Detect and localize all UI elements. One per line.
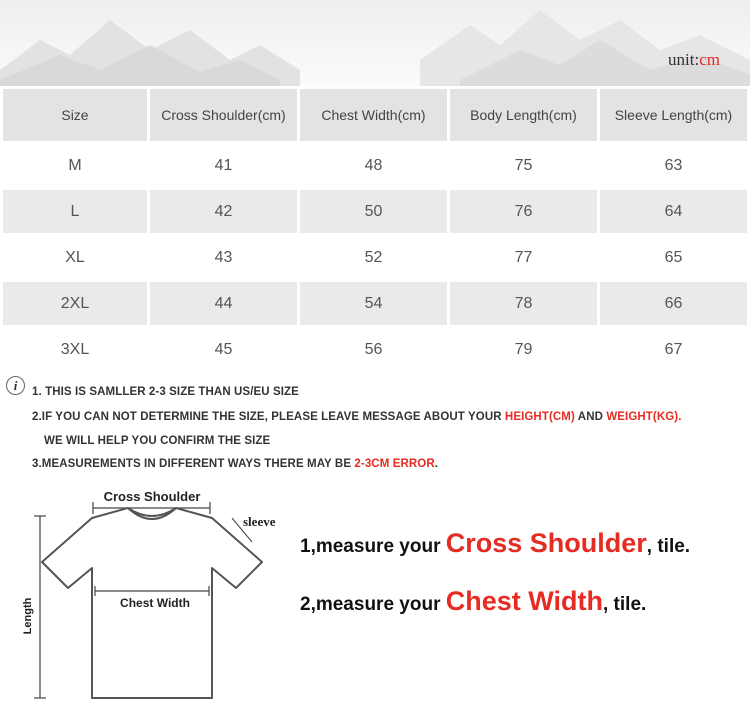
cell-cross-shoulder: 41	[150, 144, 297, 187]
cell-body-length: 78	[450, 282, 597, 325]
cell-cross-shoulder: 44	[150, 282, 297, 325]
length-label: Length	[22, 597, 34, 635]
instruction-2: 2,measure your Chest Width, tile.	[300, 586, 647, 616]
chest-width-label: Chest Width	[120, 596, 190, 610]
header-body-length: Body Length(cm)	[450, 89, 597, 141]
cell-size: M	[3, 144, 147, 187]
table-header-row	[3, 89, 747, 141]
header-banner	[0, 0, 750, 86]
table-row	[3, 236, 747, 279]
cell-sleeve-length: 66	[600, 282, 747, 325]
note-line-1: 1. THIS IS SAMLLER 2-3 SIZE THAN US/EU SIZE	[32, 386, 299, 398]
table-row	[3, 328, 747, 371]
cell-chest-width: 56	[300, 328, 447, 371]
cell-chest-width: 52	[300, 236, 447, 279]
sleeve-label: sleeve	[243, 514, 276, 529]
header-size: Size	[3, 89, 147, 141]
size-table	[0, 86, 750, 374]
length-arrow	[34, 516, 46, 698]
cell-size: 3XL	[3, 328, 147, 371]
cell-size: 2XL	[3, 282, 147, 325]
note-line-3: WE WILL HELP YOU CONFIRM THE SIZE	[44, 435, 271, 447]
info-icon: i	[6, 376, 25, 395]
cell-chest-width: 48	[300, 144, 447, 187]
cell-chest-width: 54	[300, 282, 447, 325]
instruction-1: 1,measure your Cross Shoulder, tile.	[300, 528, 691, 558]
mountain-background	[0, 0, 750, 86]
cell-sleeve-length: 65	[600, 236, 747, 279]
table-row	[3, 144, 747, 187]
cell-sleeve-length: 63	[600, 144, 747, 187]
unit-label: unit:cm	[668, 50, 720, 69]
cell-size: L	[3, 190, 147, 233]
table-row	[3, 282, 747, 325]
cell-body-length: 76	[450, 190, 597, 233]
cell-chest-width: 50	[300, 190, 447, 233]
header-sleeve-length: Sleeve Length(cm)	[600, 89, 747, 141]
cell-sleeve-length: 64	[600, 190, 747, 233]
tshirt-diagram	[0, 480, 300, 719]
header-chest-width: Chest Width(cm)	[300, 89, 447, 141]
note-line-2: 2.IF YOU CAN NOT DETERMINE THE SIZE, PLEASE LEAVE MESSAGE ABOUT YOUR HEIGHT(CM) AND WEIGHT(KG).	[32, 411, 682, 423]
cell-size: XL	[3, 236, 147, 279]
note-line-4: 3.MEASUREMENTS IN DIFFERENT WAYS THERE MAY BE 2-3CM ERROR.	[32, 458, 439, 470]
cross-shoulder-label: Cross Shoulder	[103, 489, 201, 504]
cell-body-length: 75	[450, 144, 597, 187]
cell-body-length: 77	[450, 236, 597, 279]
cell-sleeve-length: 67	[600, 328, 747, 371]
cell-cross-shoulder: 45	[150, 328, 297, 371]
cell-body-length: 79	[450, 328, 597, 371]
cell-cross-shoulder: 42	[150, 190, 297, 233]
cell-cross-shoulder: 43	[150, 236, 297, 279]
table-row	[3, 190, 747, 233]
header-cross-shoulder: Cross Shoulder(cm)	[150, 89, 297, 141]
